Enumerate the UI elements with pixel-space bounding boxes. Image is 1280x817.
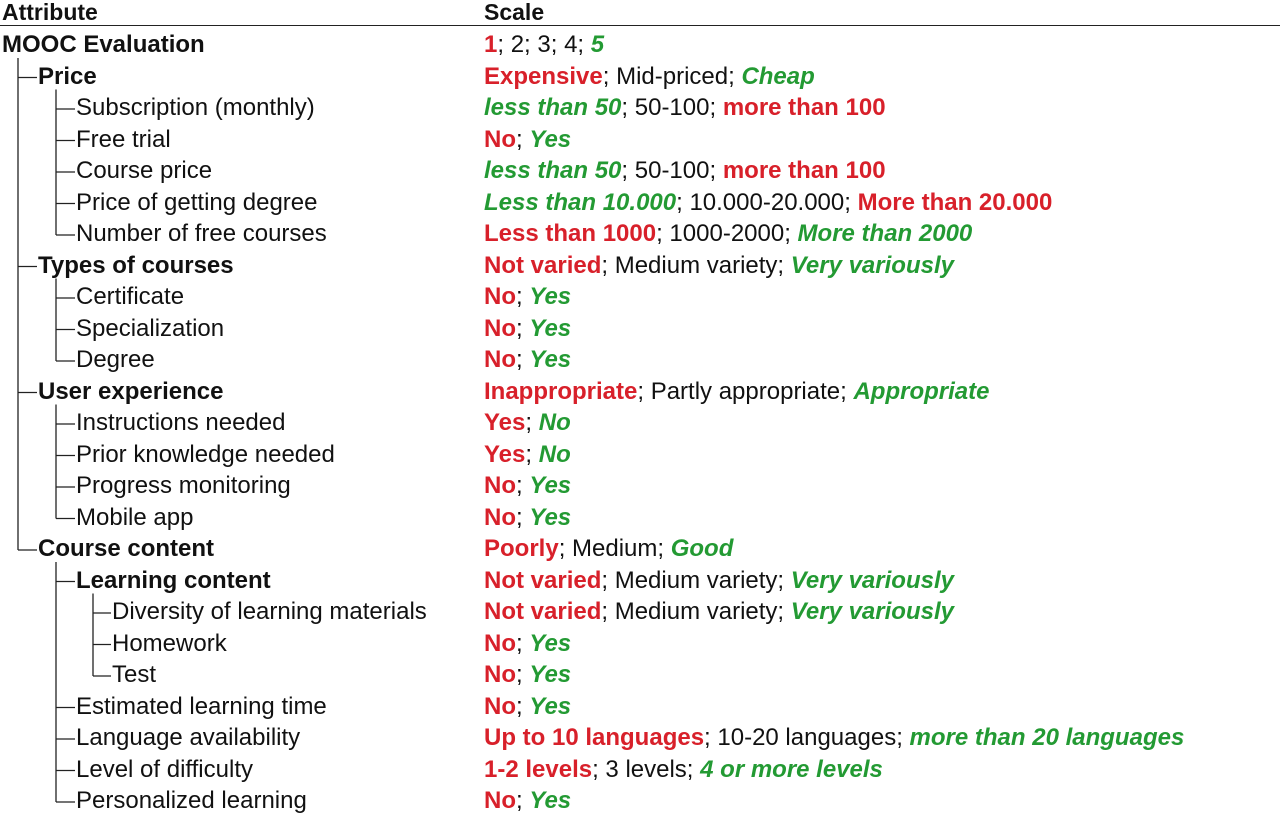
scale-value-low: more than 100 <box>722 94 886 121</box>
table-row <box>0 596 1280 628</box>
scale-course-content <box>484 533 733 565</box>
attribute-instructions-needed: Instructions needed <box>76 409 286 436</box>
scale-value-low: No <box>484 125 516 153</box>
attribute-certificate: Certificate <box>76 283 185 310</box>
table-header <box>0 0 1280 26</box>
scale-value-low: Expensive <box>484 62 603 90</box>
attribute-course-price: Course price <box>76 157 213 184</box>
scale-free-trial <box>484 124 571 156</box>
scale-separator: ; Medium variety; <box>601 598 791 625</box>
scale-language-availability <box>484 722 1184 754</box>
scale-separator: ; 10-20 languages; <box>704 724 910 751</box>
table-row <box>0 659 1280 691</box>
scale-price-of-getting-degree <box>484 187 1052 219</box>
scale-separator: ; Medium variety; <box>601 566 791 594</box>
table-row <box>0 691 1280 723</box>
scale-separator: ; Mid-priced; <box>602 62 742 90</box>
scale-value-low: Poorly <box>484 535 559 562</box>
scale-value-high: more than 20 languages <box>909 724 1185 751</box>
scale-value-high: Yes <box>529 125 572 153</box>
scale-value-low: No <box>484 314 516 342</box>
table-row <box>0 124 1280 156</box>
attribute-price-of-getting-degree: Price of getting degree <box>76 188 318 216</box>
attribute-specialization: Specialization <box>76 314 225 342</box>
scale-value-high: More than 2000 <box>797 220 973 247</box>
table-row <box>0 439 1280 471</box>
attribute-homework: Homework <box>112 629 227 657</box>
scale-value-high: No <box>538 440 571 468</box>
scale-value-low: 1-2 levels <box>484 755 593 783</box>
attribute-free-trial: Free trial <box>76 125 171 153</box>
scale-value-high: Cheap <box>741 62 815 90</box>
scale-value-low: No <box>484 787 516 814</box>
scale-diversity-of-learning-materials <box>484 596 954 628</box>
scale-course-price <box>484 155 886 187</box>
table-row <box>0 281 1280 313</box>
scale-value-low: Not varied <box>484 566 602 594</box>
attribute-degree: Degree <box>76 346 155 373</box>
scale-value-low: More than 20.000 <box>857 188 1053 216</box>
attribute-progress-monitoring: Progress monitoring <box>76 472 291 499</box>
attribute-price: Price <box>38 62 97 90</box>
scale-separator: ; <box>516 661 530 688</box>
attribute-prior-knowledge-needed: Prior knowledge needed <box>76 440 335 468</box>
scale-separator: ; 2; 3; 4; <box>497 31 591 58</box>
scale-value-high: 4 or more levels <box>700 755 883 783</box>
scale-value-low: 1 <box>484 31 498 58</box>
scale-value-low: Yes <box>484 409 526 436</box>
scale-value-high: Yes <box>529 346 572 373</box>
scale-separator: ; <box>516 787 530 814</box>
scale-value-high: Very variously <box>790 598 954 625</box>
scale-separator: ; <box>516 629 530 657</box>
table-row <box>0 470 1280 502</box>
scale-certificate <box>484 281 571 313</box>
table-row <box>0 722 1280 754</box>
scale-separator: ; <box>525 440 539 468</box>
scale-separator: ; <box>516 692 530 720</box>
scale-separator: ; <box>516 283 530 310</box>
scale-price <box>484 61 815 93</box>
scale-separator: ; <box>516 314 530 342</box>
scale-test <box>484 659 571 691</box>
scale-separator: ; 3 levels; <box>592 755 701 783</box>
scale-value-high: less than 50 <box>484 157 622 184</box>
attribute-learning-content: Learning content <box>76 566 271 594</box>
scale-value-low: No <box>484 346 516 373</box>
scale-column-header: Scale <box>484 0 545 25</box>
scale-separator: ; Partly appropriate; <box>637 377 854 405</box>
attribute-types-of-courses: Types of courses <box>38 251 234 279</box>
scale-value-high: Good <box>670 535 734 562</box>
scale-value-low: Not varied <box>484 598 602 625</box>
scale-mobile-app <box>484 502 571 534</box>
table-row <box>0 565 1280 597</box>
scale-degree <box>484 344 571 376</box>
attribute-number-of-free-courses: Number of free courses <box>76 220 327 247</box>
scale-value-low: more than 100 <box>722 157 886 184</box>
table-row <box>0 61 1280 93</box>
scale-homework <box>484 628 571 660</box>
scale-separator: ; 50-100; <box>621 94 723 121</box>
scale-value-high: Yes <box>529 692 572 720</box>
scale-value-low: Up to 10 languages <box>484 724 705 751</box>
table-row <box>0 92 1280 124</box>
scale-separator: ; <box>516 503 530 531</box>
scale-separator: ; Medium; <box>558 535 671 562</box>
scale-instructions-needed <box>484 407 571 439</box>
scale-number-of-free-courses <box>484 218 972 250</box>
attribute-mooc-evaluation: MOOC Evaluation <box>2 31 205 58</box>
scale-value-high: Appropriate <box>853 377 990 405</box>
scale-value-low: Not varied <box>484 251 602 279</box>
scale-value-high: Very variously <box>790 251 954 279</box>
table-row <box>0 502 1280 534</box>
scale-value-high: Yes <box>529 472 572 499</box>
table-row <box>0 533 1280 565</box>
scale-estimated-learning-time <box>484 691 571 723</box>
scale-value-low: No <box>484 629 516 657</box>
scale-value-high: Very variously <box>790 566 954 594</box>
scale-value-low: No <box>484 472 516 499</box>
attribute-level-of-difficulty: Level of difficulty <box>76 755 253 783</box>
table-row <box>0 628 1280 660</box>
table-row <box>0 785 1280 817</box>
scale-separator: ; <box>516 346 530 373</box>
table-row <box>0 155 1280 187</box>
scale-separator: ; 50-100; <box>621 157 723 184</box>
table-row <box>0 376 1280 408</box>
table-row <box>0 754 1280 786</box>
scale-separator: ; <box>516 125 530 153</box>
scale-types-of-courses <box>484 250 954 282</box>
scale-value-low: Less than 1000 <box>484 220 657 247</box>
scale-separator: ; <box>516 472 530 499</box>
table-row <box>0 218 1280 250</box>
scale-value-high: Less than 10.000 <box>484 188 677 216</box>
attribute-user-experience: User experience <box>38 377 224 405</box>
scale-value-high: 5 <box>590 31 605 58</box>
scale-value-low: No <box>484 503 516 531</box>
scale-value-high: Yes <box>529 787 572 814</box>
scale-value-low: No <box>484 692 516 720</box>
scale-value-low: Yes <box>484 440 526 468</box>
attribute-mobile-app: Mobile app <box>76 503 194 531</box>
scale-specialization <box>484 313 571 345</box>
table-row <box>0 250 1280 282</box>
attribute-test: Test <box>112 661 157 688</box>
table-row <box>0 313 1280 345</box>
scale-value-high: Yes <box>529 503 572 531</box>
scale-separator: ; 10.000-20.000; <box>676 188 858 216</box>
scale-personalized-learning <box>484 785 571 817</box>
scale-subscription-monthly <box>484 92 886 124</box>
scale-separator: ; Medium variety; <box>601 251 791 279</box>
scale-value-high: Yes <box>529 314 572 342</box>
scale-value-high: Yes <box>529 661 572 688</box>
scale-value-high: Yes <box>529 629 572 657</box>
scale-separator: ; 1000-2000; <box>656 220 798 247</box>
attribute-personalized-learning: Personalized learning <box>76 787 307 814</box>
scale-prior-knowledge-needed <box>484 439 571 471</box>
attribute-course-content: Course content <box>38 535 215 562</box>
attribute-subscription-monthly: Subscription (monthly) <box>76 94 315 121</box>
scale-value-low: No <box>484 283 516 310</box>
scale-mooc-evaluation <box>484 29 604 61</box>
scale-value-high: Yes <box>529 283 572 310</box>
scale-value-low: Inappropriate <box>484 377 638 405</box>
scale-user-experience <box>484 376 989 408</box>
attribute-column-header: Attribute <box>2 0 98 25</box>
attribute-estimated-learning-time: Estimated learning time <box>76 692 327 720</box>
table-row <box>0 187 1280 219</box>
table-row <box>0 344 1280 376</box>
attribute-language-availability: Language availability <box>76 724 301 751</box>
scale-progress-monitoring <box>484 470 571 502</box>
scale-separator: ; <box>525 409 539 436</box>
attribute-diversity-of-learning-materials: Diversity of learning materials <box>112 598 427 625</box>
table-row <box>0 29 1280 61</box>
scale-learning-content <box>484 565 954 597</box>
table-row <box>0 407 1280 439</box>
scale-value-high: less than 50 <box>484 94 622 121</box>
scale-value-high: No <box>538 409 571 436</box>
scale-level-of-difficulty <box>484 754 883 786</box>
scale-value-low: No <box>484 661 516 688</box>
